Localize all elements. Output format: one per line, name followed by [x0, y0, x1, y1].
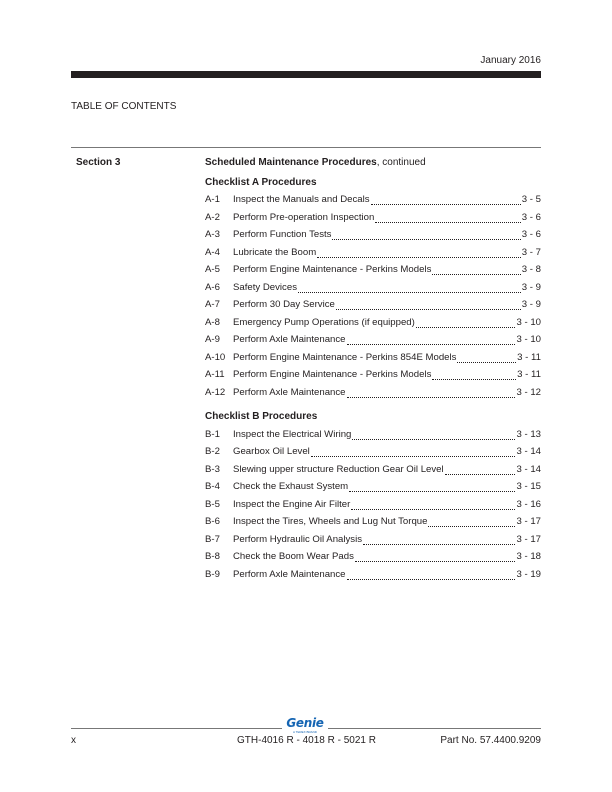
entry-code: A-7 [205, 299, 220, 310]
checklist-a-heading: Checklist A Procedures [205, 177, 317, 188]
entry-code: A-5 [205, 264, 220, 275]
toc-entry-b2[interactable] [205, 446, 541, 460]
entry-page: 3 - 14 [516, 463, 541, 475]
section-heading-suffix: , continued [376, 157, 426, 168]
entry-page: 3 - 9 [521, 299, 541, 310]
entry-code: A-4 [205, 246, 220, 258]
entry-code: A-1 [205, 194, 220, 205]
entry-title: Inspect the Manuals and Decals [233, 194, 370, 205]
entry-page: 3 - 19 [516, 568, 541, 580]
dot-leader [347, 390, 516, 398]
entry-title: Perform Engine Maintenance - Perkins Models [233, 369, 432, 380]
header-rule [71, 71, 541, 78]
entry-title: Perform Function Tests [233, 229, 332, 240]
section-label: Section 3 [76, 157, 121, 168]
entry-title: Gearbox Oil Level [233, 446, 310, 457]
entry-code: A-8 [205, 316, 220, 328]
toc-entry-a1[interactable] [205, 194, 541, 208]
toc-entry-b7[interactable] [205, 534, 541, 548]
entry-code: B-4 [205, 481, 220, 492]
entry-page: 3 - 15 [516, 481, 541, 492]
entry-title: Perform Axle Maintenance [233, 386, 346, 398]
entry-page: 3 - 13 [516, 428, 541, 440]
entry-title: Check the Exhaust System [233, 481, 349, 492]
dot-leader [432, 372, 516, 380]
entry-page: 3 - 7 [521, 246, 541, 258]
entry-page: 3 - 6 [521, 229, 541, 240]
toc-entry-a4[interactable] [205, 247, 541, 261]
toc-entry-a6[interactable] [205, 282, 541, 296]
entry-code: B-1 [205, 428, 220, 440]
entry-code: B-2 [205, 446, 220, 457]
dot-leader [371, 197, 521, 205]
entry-page: 3 - 14 [516, 446, 541, 457]
dot-leader [317, 250, 521, 258]
section-heading [205, 157, 426, 168]
entry-title: Perform Axle Maintenance [233, 568, 346, 580]
entry-page: 3 - 10 [516, 316, 541, 328]
entry-title: Check the Boom Wear Pads [233, 551, 354, 562]
dot-leader [355, 554, 516, 562]
entry-code: B-6 [205, 516, 220, 527]
entry-page: 3 - 10 [516, 334, 541, 345]
section-heading-title: Scheduled Maintenance Procedures [205, 157, 377, 168]
logo-tagline: A TEREX BRAND [293, 730, 317, 734]
toc-entry-a11[interactable] [205, 369, 541, 383]
entry-title: Perform 30 Day Service [233, 299, 335, 310]
toc-entry-b4[interactable] [205, 481, 541, 495]
footer-model: GTH-4016 R - 4018 R - 5021 R [237, 735, 376, 746]
toc-entry-b3[interactable] [205, 464, 541, 478]
entry-code: A-6 [205, 281, 220, 293]
entry-code: A-2 [205, 211, 220, 223]
entry-code: A-3 [205, 229, 220, 240]
entry-code: A-10 [205, 351, 226, 363]
entry-page: 3 - 5 [521, 194, 541, 205]
dot-leader [445, 467, 516, 475]
entry-code: B-3 [205, 463, 220, 475]
dot-leader [428, 519, 515, 527]
dot-leader [336, 302, 521, 310]
logo-wordmark: Genie [286, 716, 324, 730]
entry-code: A-11 [205, 369, 225, 380]
entry-code: B-7 [205, 533, 220, 545]
header-date: January 2016 [480, 55, 541, 66]
entry-code: A-12 [205, 386, 226, 398]
entry-title: Safety Devices [233, 281, 297, 293]
dot-leader [432, 267, 520, 275]
entry-page: 3 - 11 [517, 351, 541, 363]
entry-title: Inspect the Engine Air Filter [233, 498, 351, 510]
toc-entry-a5[interactable] [205, 264, 541, 278]
toc-title: TABLE OF CONTENTS [71, 101, 177, 112]
entry-page: 3 - 16 [516, 498, 541, 510]
toc-entry-b5[interactable] [205, 499, 541, 513]
entry-page: 3 - 9 [521, 281, 541, 293]
entry-code: A-9 [205, 334, 220, 345]
entry-code: B-8 [205, 551, 220, 562]
entry-page: 3 - 18 [516, 551, 541, 562]
toc-entry-b8[interactable] [205, 551, 541, 565]
toc-entry-b6[interactable] [205, 516, 541, 530]
dot-leader [347, 337, 516, 345]
entry-title: Perform Engine Maintenance - Perkins Models [233, 264, 432, 275]
entry-page: 3 - 6 [521, 211, 541, 223]
toc-entry-a10[interactable] [205, 352, 541, 366]
entry-page: 3 - 8 [521, 264, 541, 275]
toc-entry-a7[interactable] [205, 299, 541, 313]
dot-leader [349, 484, 515, 492]
dot-leader [363, 537, 515, 545]
entry-page: 3 - 11 [517, 369, 541, 380]
dot-leader [298, 285, 521, 293]
entry-title: Lubricate the Boom [233, 246, 317, 258]
entry-title: Perform Axle Maintenance [233, 334, 346, 345]
checklist-b-heading: Checklist B Procedures [205, 411, 318, 422]
entry-page: 3 - 12 [516, 386, 541, 398]
dot-leader [351, 502, 515, 510]
footer-part-number: Part No. 57.4400.9209 [440, 735, 541, 746]
entry-title: Perform Hydraulic Oil Analysis [233, 533, 363, 545]
entry-title: Perform Engine Maintenance - Perkins 854E Models [233, 351, 457, 363]
entry-code: B-9 [205, 568, 220, 580]
entry-title: Perform Pre-operation Inspection [233, 211, 375, 223]
dot-leader [311, 449, 516, 457]
dot-leader [352, 432, 515, 440]
entry-title: Inspect the Tires, Wheels and Lug Nut Torque [233, 516, 428, 527]
entry-code: B-5 [205, 498, 220, 510]
toc-entry-a3[interactable] [205, 229, 541, 243]
dot-leader [375, 215, 520, 223]
toc-entry-a12[interactable] [205, 387, 541, 401]
entry-title: Inspect the Electrical Wiring [233, 428, 352, 440]
entry-title: Emergency Pump Operations (if equipped) [233, 316, 415, 328]
entry-title: Slewing upper structure Reduction Gear Oil Level [233, 463, 444, 475]
section-divider [71, 147, 541, 148]
entry-page: 3 - 17 [516, 533, 541, 545]
dot-leader [457, 355, 516, 363]
toc-entry-a2[interactable] [205, 212, 541, 226]
toc-entry-b1[interactable] [205, 429, 541, 443]
dot-leader [347, 572, 516, 580]
toc-entry-a8[interactable] [205, 317, 541, 331]
entry-page: 3 - 17 [516, 516, 541, 527]
page-number: x [71, 735, 76, 746]
dot-leader [332, 232, 520, 240]
dot-leader [416, 320, 516, 328]
toc-entry-a9[interactable] [205, 334, 541, 348]
toc-entry-b9[interactable] [205, 569, 541, 583]
